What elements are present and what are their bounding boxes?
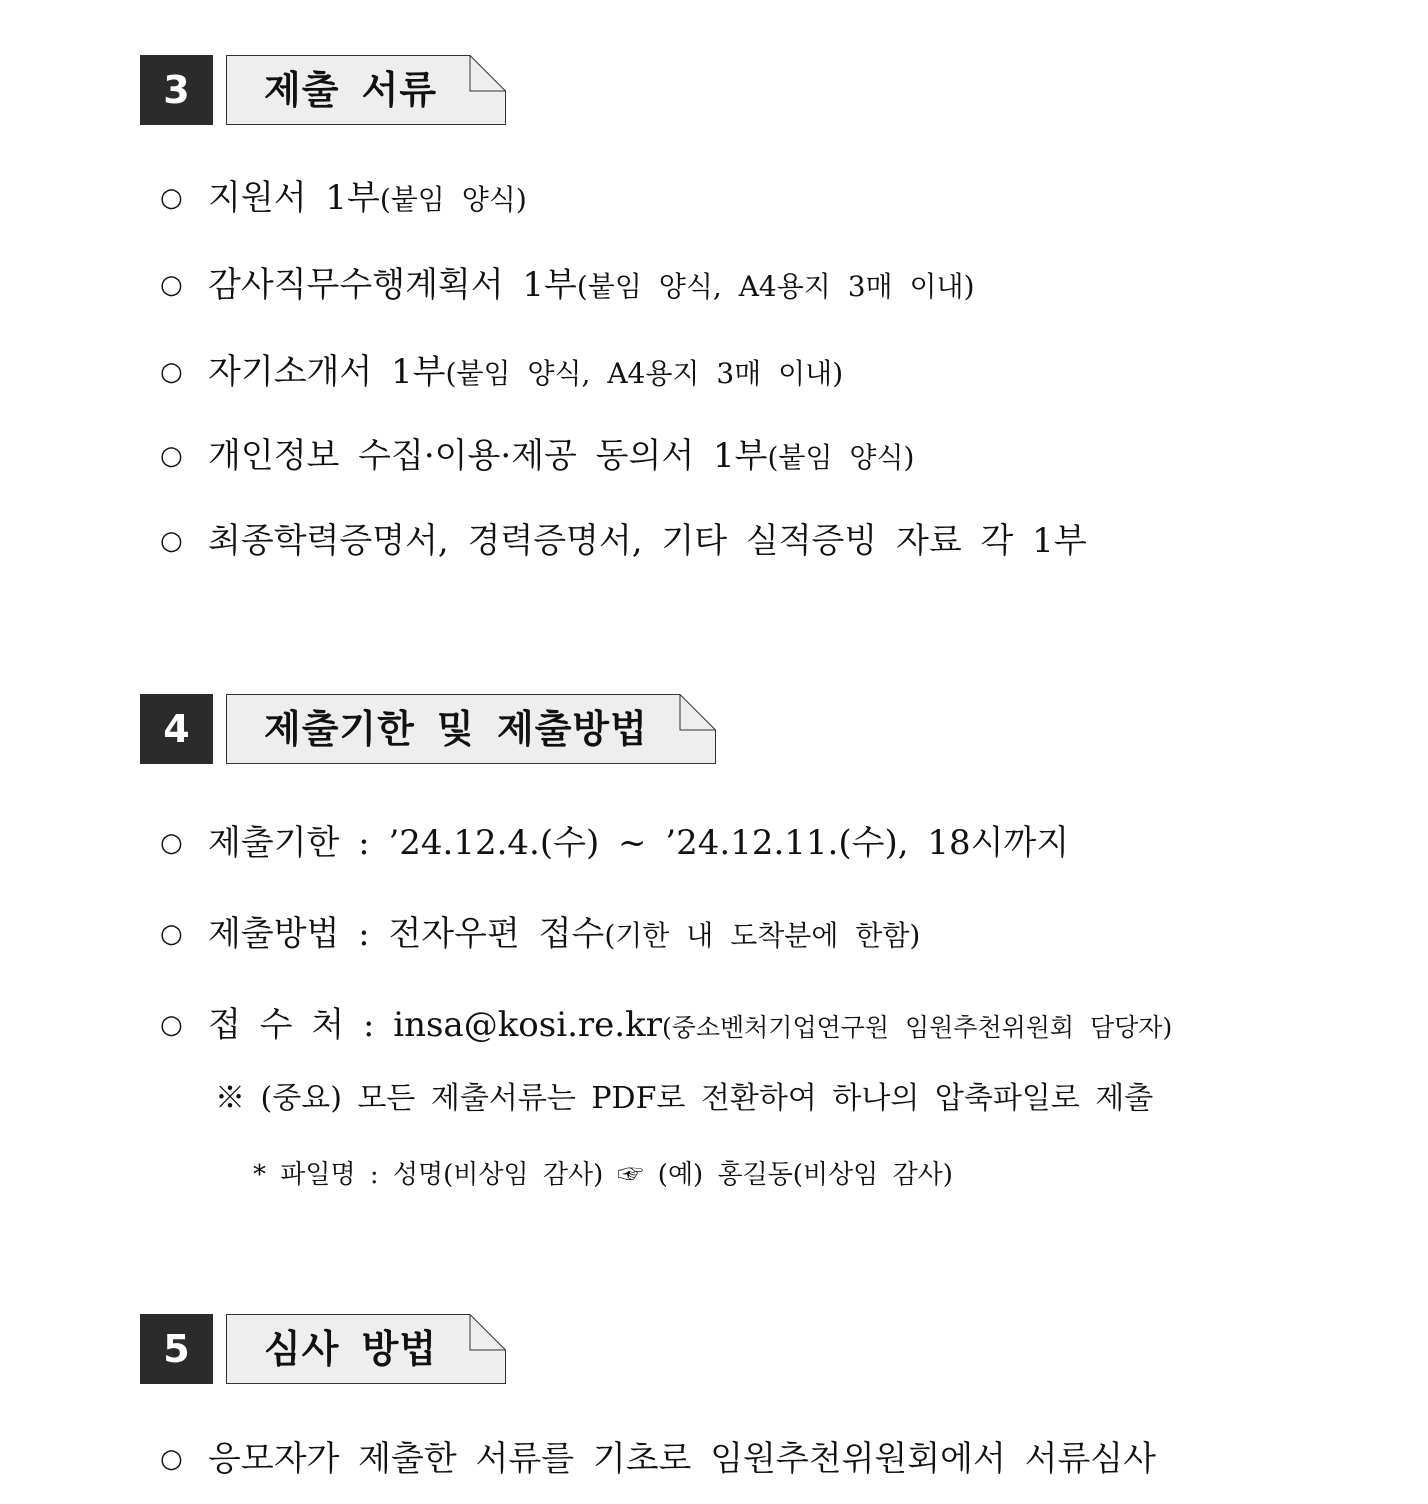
- item-main: 개인정보 수집·이용·제공 동의서 1부: [208, 436, 768, 476]
- section-title: 심사 방법: [264, 1327, 438, 1371]
- list-item: [160, 1002, 1172, 1051]
- bullet-icon: ○: [160, 357, 183, 387]
- important-note: ※ (중요) 모든 제출서류는 PDF로 전환하여 하나의 압축파일로 제출: [215, 1081, 1154, 1116]
- section-number: 5: [140, 1314, 213, 1384]
- list-item: [160, 820, 1069, 866]
- item-detail: (붙임 양식, A4용지 3매 이내): [445, 357, 844, 390]
- list-item: [160, 433, 914, 481]
- filename-note: * 파일명 : 성명(비상임 감사) ☞ (예) 홍길동(비상임 감사): [253, 1160, 953, 1190]
- item-detail: (기한 내 도착분에 한함): [604, 919, 921, 952]
- item-main: 접 수 처 : insa@kosi.re.kr: [208, 1005, 662, 1045]
- item-detail: (붙임 양식, A4용지 3매 이내): [576, 270, 975, 303]
- list-item: [160, 349, 843, 397]
- bullet-icon: ○: [160, 183, 183, 213]
- item-main: 감사직무수행계획서 1부: [208, 265, 577, 305]
- list-item: [160, 262, 975, 310]
- bullet-icon: ○: [160, 1010, 183, 1040]
- item-main: 응모자가 제출한 서류를 기초로 임원추천위원회에서 서류심사: [208, 1439, 1156, 1479]
- bullet-icon: ○: [160, 526, 183, 556]
- bullet-icon: ○: [160, 1444, 183, 1474]
- item-detail: (중소벤처기업연구원 임원추천위원회 담당자): [661, 1013, 1173, 1042]
- item-main: 제출기한 : ’24.12.4.(수) ~ ’24.12.11.(수), 18시까지: [208, 823, 1070, 863]
- bullet-icon: ○: [160, 270, 183, 300]
- item-main: 자기소개서 1부: [208, 352, 446, 392]
- bullet-icon: ○: [160, 828, 183, 858]
- item-main: 최종학력증명서, 경력증명서, 기타 실적증빙 자료 각 1부: [208, 521, 1087, 561]
- section-title-box: [226, 694, 716, 764]
- bullet-icon: ○: [160, 919, 183, 949]
- item-detail: (붙임 양식): [767, 441, 915, 474]
- section-title-box: [226, 1314, 506, 1384]
- item-main: 제출방법 : 전자우편 접수: [208, 914, 605, 954]
- section-title-box: [226, 55, 506, 125]
- section-title: 제출 서류: [264, 68, 438, 112]
- list-item: [160, 518, 1087, 564]
- section-number: 3: [140, 55, 213, 125]
- section-title: 제출기한 및 제출방법: [264, 707, 648, 751]
- section-number: 4: [140, 694, 213, 764]
- item-main: 지원서 1부: [208, 178, 380, 218]
- list-item: [160, 1436, 1156, 1482]
- list-item: [160, 175, 527, 223]
- item-detail: (붙임 양식): [379, 183, 527, 216]
- bullet-icon: ○: [160, 441, 183, 471]
- list-item: [160, 911, 920, 959]
